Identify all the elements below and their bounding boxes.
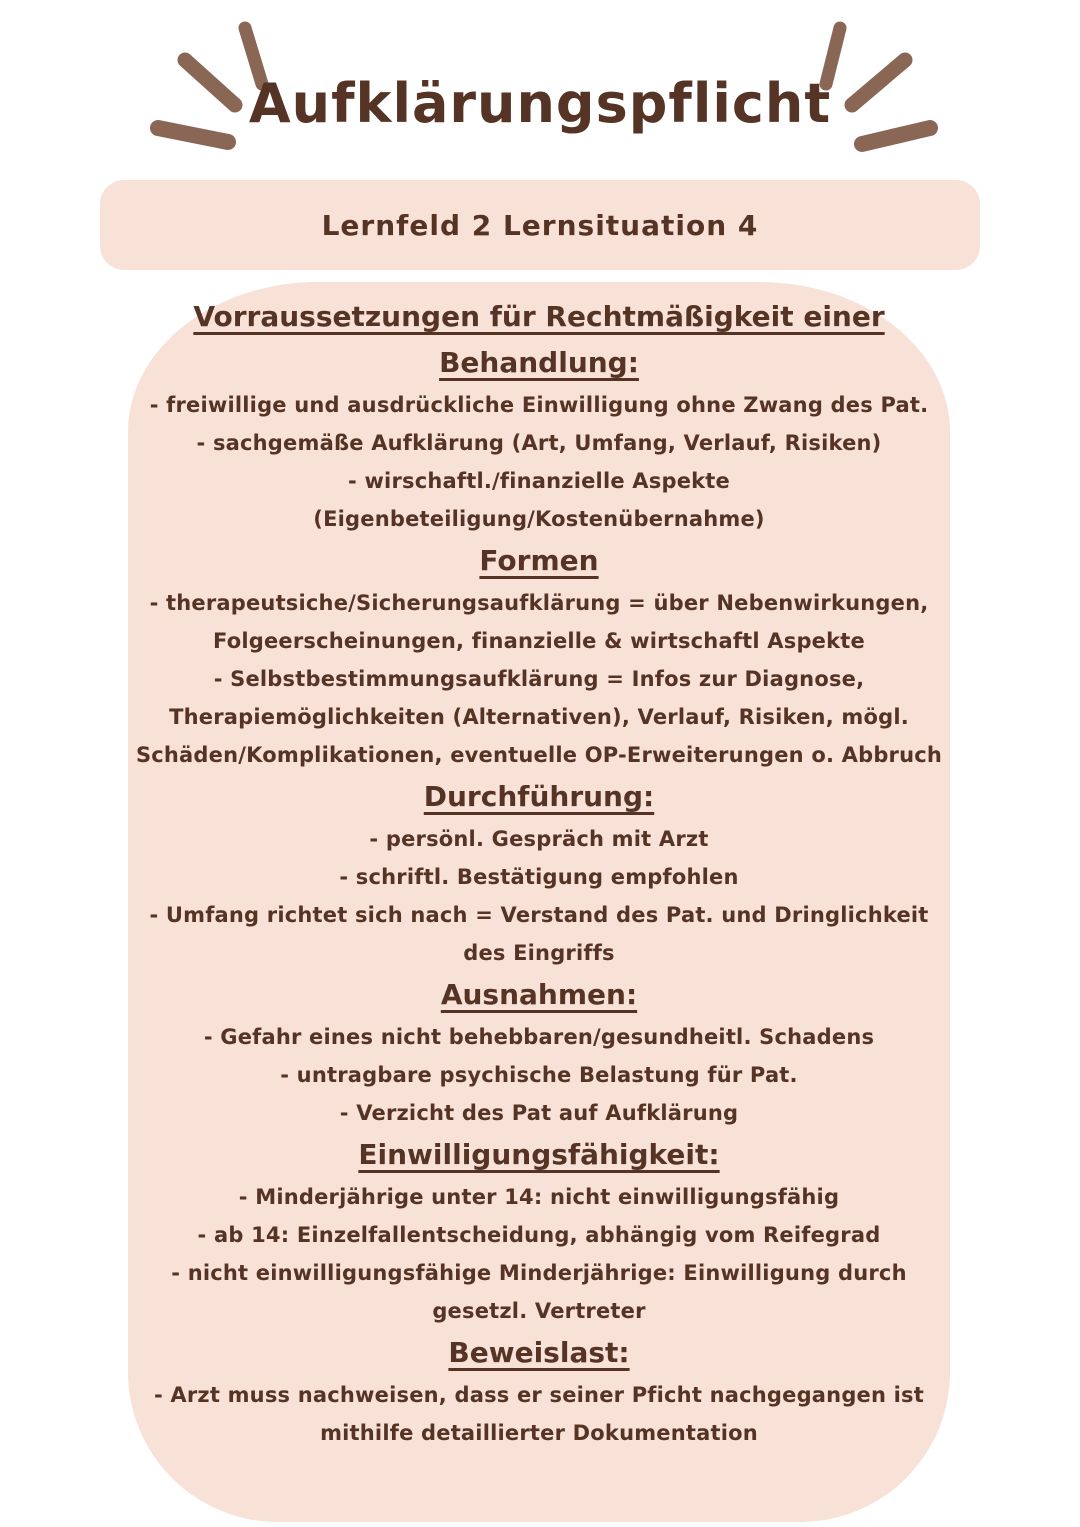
section-formen xyxy=(128,538,950,774)
list-item: - Umfang richtet sich nach = Verstand des Pat. und Dringlichkeit xyxy=(149,903,929,927)
list-item: Therapiemöglichkeiten (Alternativen), Verlauf, Risiken, mögl. xyxy=(169,705,909,729)
section-heading: Ausnahmen: xyxy=(440,978,638,1011)
list-item: - Minderjährige unter 14: nicht einwilligungsfähig xyxy=(238,1185,840,1209)
list-item: des Eingriffs xyxy=(463,941,615,965)
subtitle: Lernfeld 2 Lernsituation 4 xyxy=(321,208,759,242)
section-heading: Einwilligungsfähigkeit: xyxy=(358,1138,720,1171)
subtitle-banner xyxy=(100,180,980,270)
section-beweislast xyxy=(128,1330,950,1452)
list-item: - therapeutsiche/Sicherungsaufklärung = über Nebenwirkungen, xyxy=(149,591,929,615)
list-item: Folgeerscheinungen, finanzielle & wirtschaftl Aspekte xyxy=(213,629,865,653)
list-item: (Eigenbeteiligung/Kostenübernahme) xyxy=(313,507,765,531)
list-item: - Selbstbestimmungsaufklärung = Infos zur Diagnose, xyxy=(213,667,865,691)
list-item: - persönl. Gespräch mit Arzt xyxy=(369,827,709,851)
notes-content xyxy=(128,294,950,1452)
section-heading: Formen xyxy=(479,544,599,577)
list-item: - sachgemäße Aufklärung (Art, Umfang, Verlauf, Risiken) xyxy=(196,431,882,455)
list-item: - Arzt muss nachweisen, dass er seiner Pficht nachgegangen ist xyxy=(153,1383,924,1407)
list-item: gesetzl. Vertreter xyxy=(432,1299,646,1323)
section-ausnahmen xyxy=(128,972,950,1132)
list-item: - Verzicht des Pat auf Aufklärung xyxy=(339,1101,739,1125)
section-heading: Beweislast: xyxy=(448,1336,630,1369)
list-item: mithilfe detaillierter Dokumentation xyxy=(320,1421,758,1445)
page-title: Aufklärungspflicht xyxy=(248,72,832,135)
list-item: - wirschaftl./finanzielle Aspekte xyxy=(348,469,730,493)
section-voraussetzungen xyxy=(128,294,950,538)
list-item: - Gefahr eines nicht behebbaren/gesundheitl. Schadens xyxy=(203,1025,875,1049)
section-heading: Durchführung: xyxy=(423,780,655,813)
list-item: Schäden/Komplikationen, eventuelle OP-Erweiterungen o. Abbruch xyxy=(135,743,943,767)
list-item: - untragbare psychische Belastung für Pat. xyxy=(280,1063,798,1087)
section-heading: Vorraussetzungen für Rechtmäßigkeit einer Behandlung: xyxy=(193,300,885,379)
section-durchfuehrung xyxy=(128,774,950,972)
list-item: - freiwillige und ausdrückliche Einwilligung ohne Zwang des Pat. xyxy=(149,393,929,417)
list-item: - nicht einwilligungsfähige Minderjährige: Einwilligung durch xyxy=(171,1261,907,1285)
section-einwilligungsfaehigkeit xyxy=(128,1132,950,1330)
list-item: - ab 14: Einzelfallentscheidung, abhängig vom Reifegrad xyxy=(197,1223,881,1247)
list-item: - schriftl. Bestätigung empfohlen xyxy=(339,865,739,889)
